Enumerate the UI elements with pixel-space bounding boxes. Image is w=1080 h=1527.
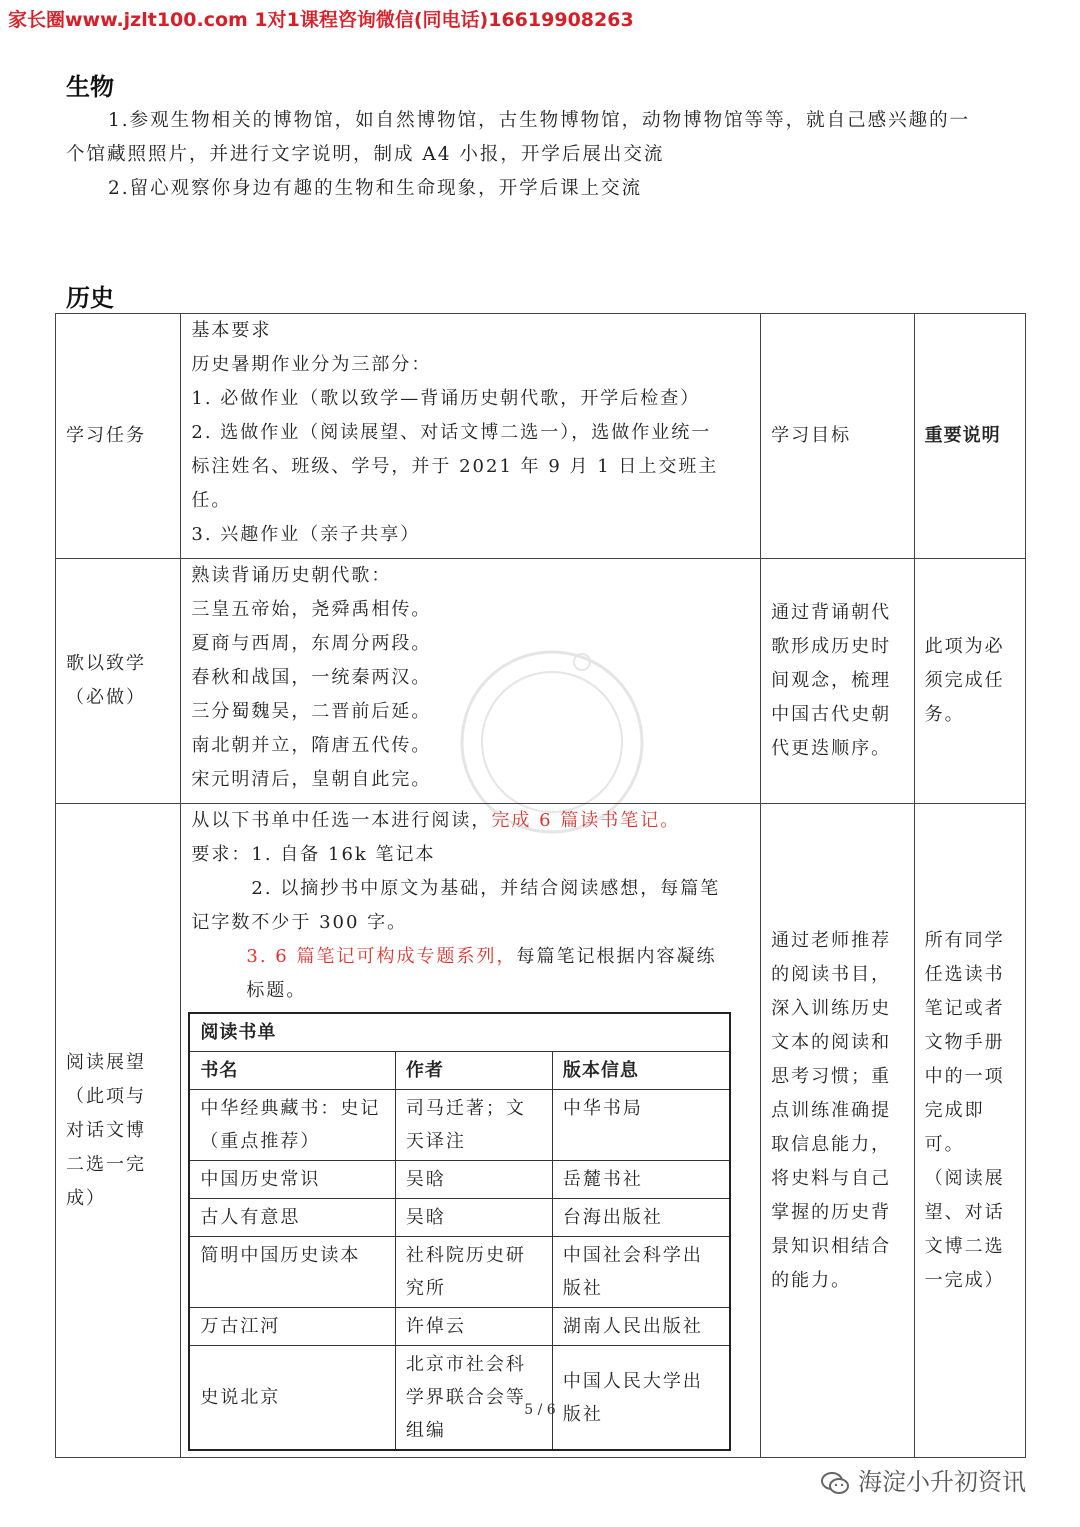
- task-line: 标注姓名、班级、学号，并于 2021 年 9 月 1 日上交班主任。: [191, 456, 719, 511]
- history-heading: 历史: [66, 284, 114, 312]
- song-line: 三分蜀魏吴，二晋前后延。: [191, 701, 432, 722]
- reading-content: [181, 804, 761, 1458]
- reading-note: 所有同学 任选读书 笔记或者 文物手册 中的一项 完成即 可。 （阅读展 望、对话 文博二选 一完成）: [914, 804, 1025, 1458]
- booklist-title: 阅读书单: [189, 1013, 730, 1052]
- booklist-header-edition: 版本信息: [552, 1052, 730, 1090]
- task-line: 基本要求: [191, 320, 272, 341]
- reading-req-1: 要求：1. 自备 16k 笔记本: [191, 844, 436, 865]
- song-content: [181, 559, 761, 804]
- reading-req-2-cont: 记字数不少于 300 字。: [191, 912, 408, 933]
- task-line: 2. 选做作业（阅读展望、对话文博二选一），选做作业统一: [191, 422, 712, 443]
- reading-goal: 通过老师推荐 的阅读书目， 深入训练历史 文本的阅读和 思考习惯；重 点训练准确提 取信息能力， 将史料与自己 掌握的历史背 景知识相结合 的能力。: [761, 804, 914, 1458]
- history-table: [55, 313, 1026, 1458]
- song-line: 三皇五帝始，尧舜禹相传。: [191, 599, 432, 620]
- biology-item-1-cont: 个馆藏照照片，并进行文字说明，制成 A4 小报，开学后展出交流: [66, 144, 665, 165]
- song-line: 夏商与西周，东周分两段。: [191, 633, 432, 654]
- wechat-icon: [820, 1470, 850, 1496]
- reading-req-3-cont: 标题。: [246, 980, 307, 1001]
- table-row: 简明中国历史读本 社科院历史研究所 中国社会科学出版社: [189, 1237, 730, 1308]
- table-row: 古人有意思 吴晗 台海出版社: [189, 1199, 730, 1237]
- table-row: 万古江河 许倬云 湖南人民出版社: [189, 1308, 730, 1346]
- table-row: 史说北京 北京市社会科学界联合会等组编 中国人民大学出版社: [189, 1346, 730, 1451]
- row-label-reading: 阅读展望 （此项与 对话文博 二选一完 成）: [56, 804, 181, 1458]
- task-line: 1. 必做作业（歌以致学—背诵历史朝代歌，开学后检查）: [191, 388, 701, 409]
- biology-item-2: 2.留心观察你身边有趣的生物和生命现象，开学后课上交流: [108, 178, 643, 199]
- goal-header: 学习目标: [761, 314, 914, 559]
- song-line: 宋元明清后，皇朝自此完。: [191, 769, 432, 790]
- song-line: 南北朝并立，隋唐五代传。: [191, 735, 432, 756]
- task-content: [181, 314, 761, 559]
- biology-heading: 生物: [66, 73, 114, 101]
- table-row: 中国历史常识 吴晗 岳麓书社: [189, 1161, 730, 1199]
- song-line: 熟读背诵历史朝代歌：: [191, 565, 392, 586]
- song-line: 春秋和战国，一统秦两汉。: [191, 667, 432, 688]
- reading-req-2: 2. 以摘抄书中原文为基础，并结合阅读感想，每篇笔: [251, 878, 721, 899]
- footer-brand: 海淀小升初资讯: [820, 1462, 1026, 1497]
- booklist-header-author: 作者: [395, 1052, 552, 1090]
- task-line: 历史暑期作业分为三部分：: [191, 354, 432, 375]
- table-row: 中华经典藏书：史记（重点推荐） 司马迁著；文天译注 中华书局: [189, 1090, 730, 1161]
- top-banner: 家长圈www.jzlt100.com 1对1课程咨询微信(同电话)16619908263: [8, 9, 634, 31]
- reading-intro: 从以下书单中任选一本进行阅读，完成 6 篇读书笔记。: [191, 810, 681, 831]
- task-line: 3. 兴趣作业（亲子共享）: [191, 524, 421, 545]
- table-row: [56, 559, 1026, 804]
- booklist-table: [188, 1012, 731, 1451]
- song-goal: 通过背诵朝代 歌形成历史时 间观念，梳理 中国古代史朝 代更迭顺序。: [761, 559, 914, 804]
- row-label-song: 歌以致学 （必做）: [56, 559, 181, 804]
- biology-section: [66, 104, 1026, 206]
- booklist-header-title: 书名: [189, 1052, 395, 1090]
- song-note: 此项为必 须完成任 务。: [914, 559, 1025, 804]
- table-row: [56, 314, 1026, 559]
- page-number: 5 / 6: [524, 1402, 556, 1418]
- biology-item-1: 1.参观生物相关的博物馆，如自然博物馆，古生物博物馆，动物博物馆等等，就自己感兴趣的一: [108, 110, 971, 131]
- note-header: 重要说明: [914, 314, 1025, 559]
- reading-req-3: 3. 6 篇笔记可构成专题系列，每篇笔记根据内容凝练: [246, 946, 717, 967]
- table-row: [56, 804, 1026, 1458]
- row-label-task: 学习任务: [56, 314, 181, 559]
